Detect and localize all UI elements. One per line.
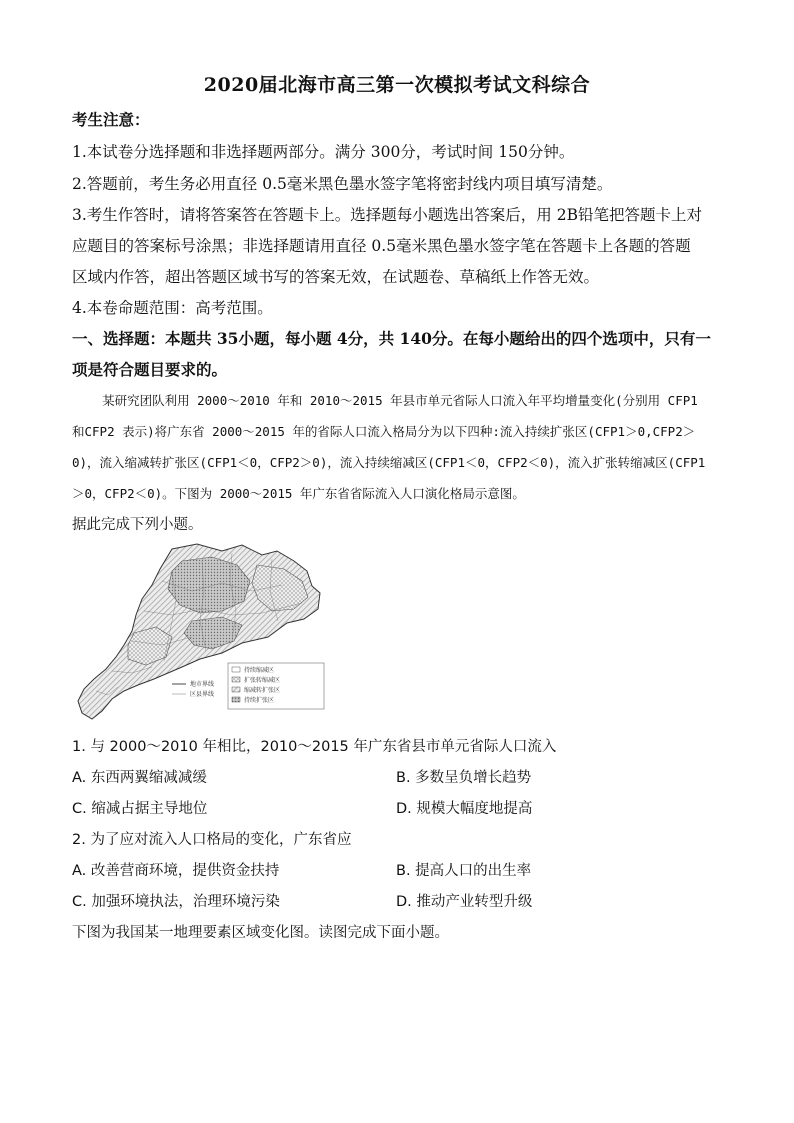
question-2-stem: 2. 为了应对流入人口格局的变化，广东省应 — [72, 832, 352, 848]
notice-line-6: 4.本卷命题范围：高考范围。 — [72, 299, 273, 317]
notice-line-4: 应题目的答案标号涂黑；非选择题请用直径 0.5毫米黑色墨水签字笔在答题卡上各题的答题 — [72, 237, 691, 255]
guangdong-migration-map — [72, 541, 330, 723]
passage-line-3: 0)，流入缩减转扩张区(CFP1＜0，CFP2＞0)，流入持续缩减区(CFP1＜0，CFP2＜0)，流入扩张转缩减区(CFP1 — [72, 455, 706, 470]
legend-label-3: 缩减转扩张区 — [244, 687, 281, 694]
legend-swatch-2 — [232, 677, 240, 682]
legend-swatch-3 — [232, 687, 240, 692]
passage-line-1: 某研究团队利用 2000～2010 年和 2010～2015 年县市单元省际人口流入年平均增量变化(分别用 CFP1 — [72, 393, 698, 408]
question-2-option-d[interactable]: D. 推动产业转型升级 — [396, 894, 533, 910]
question-2-option-a[interactable]: A. 改善营商环境，提供资金扶持 — [72, 863, 280, 879]
legend-label-4: 持续扩张区 — [244, 697, 275, 704]
legend-label-1: 持续缩减区 — [244, 667, 275, 674]
legend-swatch-1 — [232, 667, 240, 672]
legend-label-city: 地市界线 — [190, 681, 215, 688]
page-title: 2020届北海市高三第一次模拟考试文科综合 — [203, 74, 591, 96]
question-1-option-c[interactable]: C. 缩减占据主导地位 — [72, 801, 208, 817]
legend-label-county: 区县界线 — [190, 691, 215, 698]
passage-line-4: ＞0，CFP2＜0)。下图为 2000～2015 年广东省省际流入人口演化格局示意图。 — [72, 486, 525, 501]
question-2-option-b[interactable]: B. 提高人口的出生率 — [396, 863, 532, 879]
legend-box — [228, 663, 324, 709]
notice-heading: 考生注意： — [72, 110, 150, 129]
question-2-option-c[interactable]: C. 加强环境执法，治理环境污染 — [72, 894, 280, 910]
notice-line-1: 1.本试卷分选择题和非选择题两部分。满分 300分，考试时间 150分钟。 — [72, 143, 575, 161]
legend-label-2: 扩张转缩减区 — [244, 677, 281, 684]
legend-swatch-4 — [232, 697, 240, 702]
section-heading-line-1: 一、选择题：本题共 35小题，每小题 4分，共 140分。在每小题给出的四个选项中，只有一 — [72, 329, 711, 348]
question-1-option-b[interactable]: B. 多数呈负增长趋势 — [396, 770, 532, 786]
question-1-option-d[interactable]: D. 规模大幅度地提高 — [396, 801, 533, 817]
question-1-option-a[interactable]: A. 东西两翼缩减减缓 — [72, 770, 207, 786]
notice-line-3: 3.考生作答时，请将答案答在答题卡上。选择题每小题选出答案后，用 2B铅笔把答题卡上对 — [72, 206, 702, 224]
section-heading-line-2: 项是符合题目要求的。 — [72, 360, 228, 379]
notice-line-2: 2.答题前，考生务必用直径 0.5毫米黑色墨水签字笔将密封线内项目填写清楚。 — [72, 175, 613, 193]
notice-line-5: 区域内作答，超出答题区域书写的答案无效，在试题卷、草稿纸上作答无效。 — [72, 268, 600, 286]
passage — [72, 385, 724, 509]
passage-instruction: 据此完成下列小题。 — [72, 517, 203, 533]
passage-line-2: 和CFP2 表示)将广东省 2000～2015 年的省际人口流入格局分为以下四种:流入持续扩张区(CFP1＞0,CFP2＞ — [72, 424, 696, 439]
next-figure-intro: 下图为我国某一地理要素区域变化图。读图完成下面小题。 — [72, 925, 449, 941]
question-1-stem: 1. 与 2000～2010 年相比，2010～2015 年广东省县市单元省际人口流入 — [72, 739, 557, 755]
